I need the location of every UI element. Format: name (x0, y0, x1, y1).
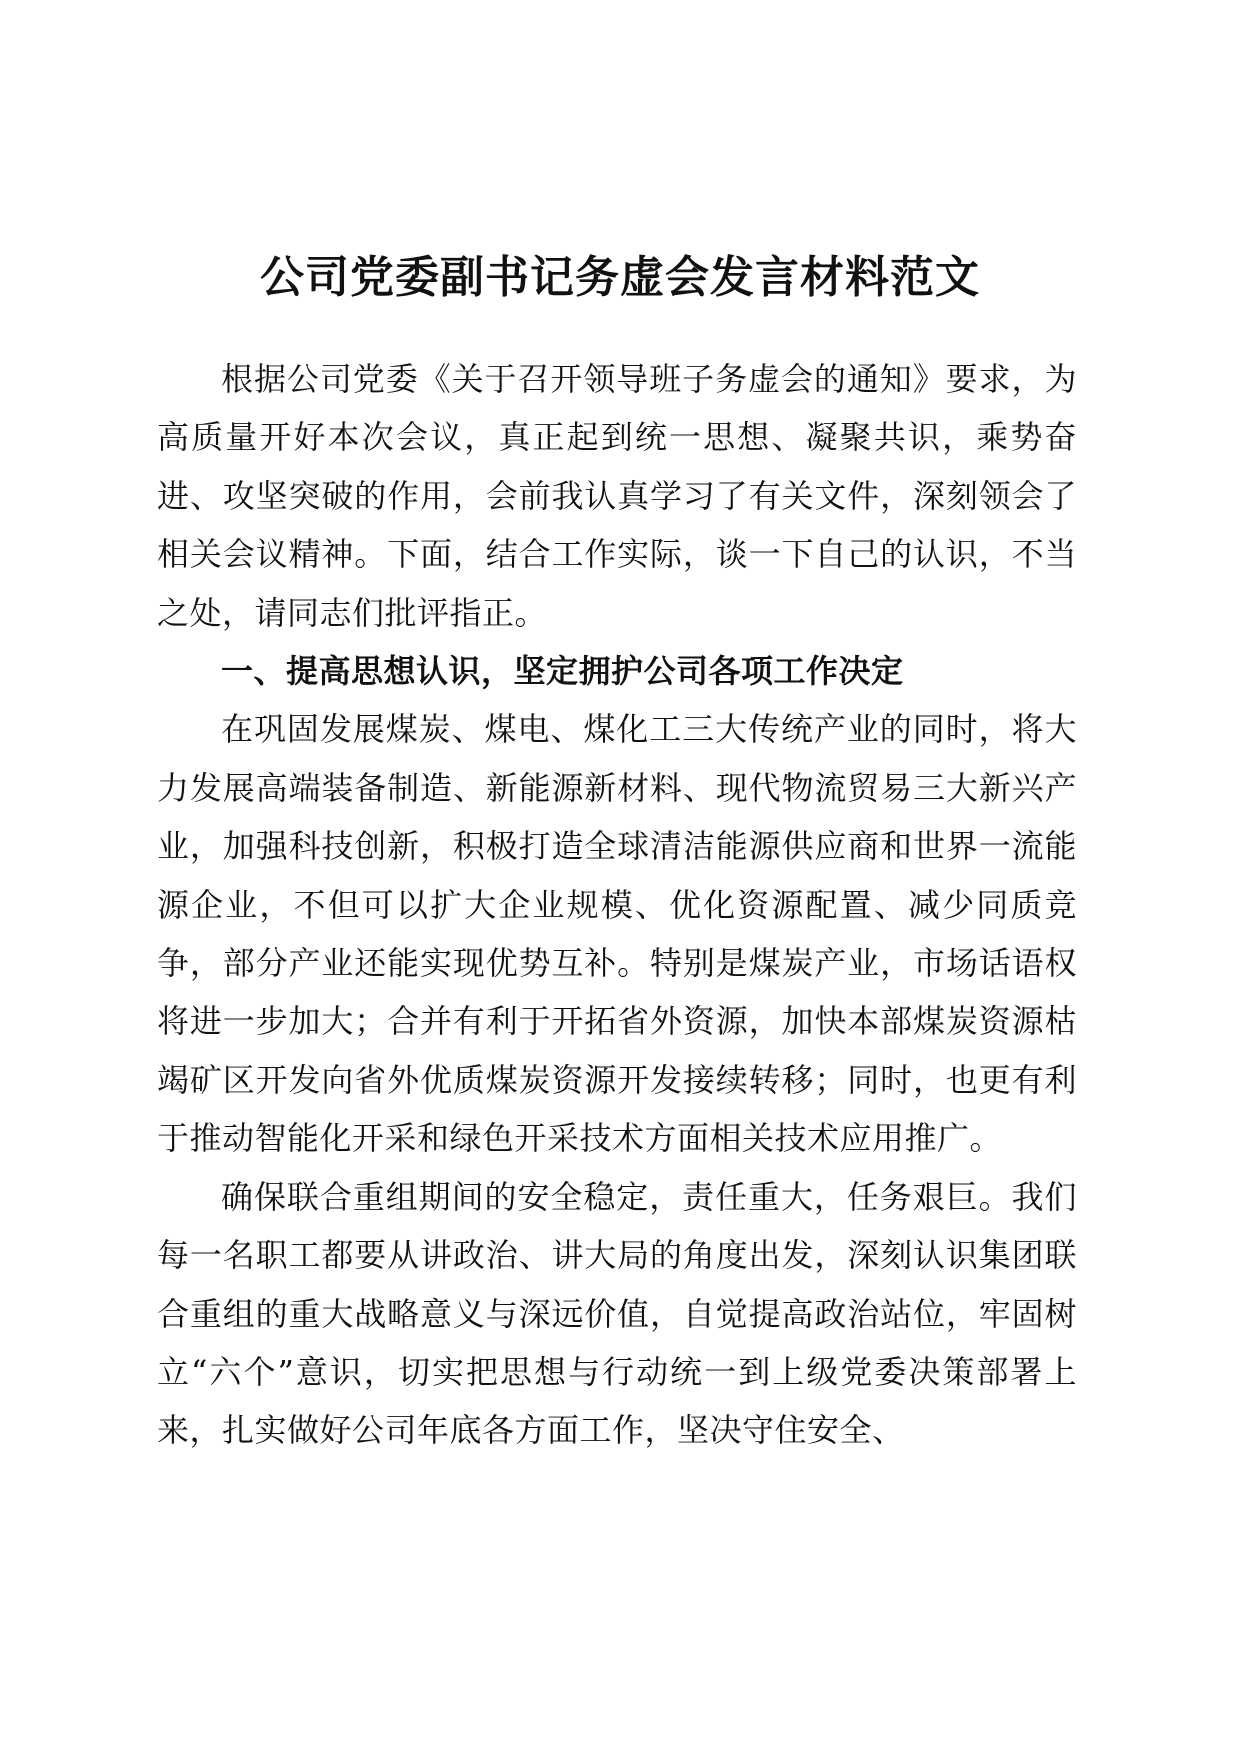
intro-paragraph: 根据公司党委《关于召开领导班子务虚会的通知》要求，为高质量开好本次会议，真正起到统一思想、凝聚共识，乘势奋进、攻坚突破的作用，会前我认真学习了有关文件，深刻领会了相关会议精神。下面，结合工作实际，谈一下自己的认识，不当之处，请同志们批评指正。 (157, 360, 1077, 632)
body-paragraph: 在巩固发展煤炭、煤电、煤化工三大传统产业的同时，将大力发展高端装备制造、新能源新材料、现代物流贸易三大新兴产业，加强科技创新，积极打造全球清洁能源供应商和世界一流能源企业，不但可以扩大企业规模、优化资源配置、减少同质竞争，部分产业还能实现优势互补。特别是煤炭产业，市场话语权将进一步加大；合并有利于开拓省外资源，加快本部煤炭资源枯竭矿区开发向省外优质煤炭资源开发接续转移；同时，也更有利于推动智能化开采和绿色开采技术方面相关技术应用推广。 (157, 710, 1077, 1158)
document-title: 公司党委副书记务虚会发言材料范文 (260, 252, 980, 303)
section-heading-1: 一、提高思想认识，坚定拥护公司各项工作决定 (221, 652, 904, 691)
body-paragraph: 确保联合重组期间的安全稳定，责任重大，任务艰巨。我们每一名职工都要从讲政治、讲大局的角度出发，深刻认识集团联合重组的重大战略意义与深远价值，自觉提高政治站位，牢固树立“六个”意识，切实把思想与行动统一到上级党委决策部署上来，扎实做好公司年底各方面工作，坚决守住安全、 (157, 1177, 1077, 1450)
document-body (157, 350, 1077, 1460)
